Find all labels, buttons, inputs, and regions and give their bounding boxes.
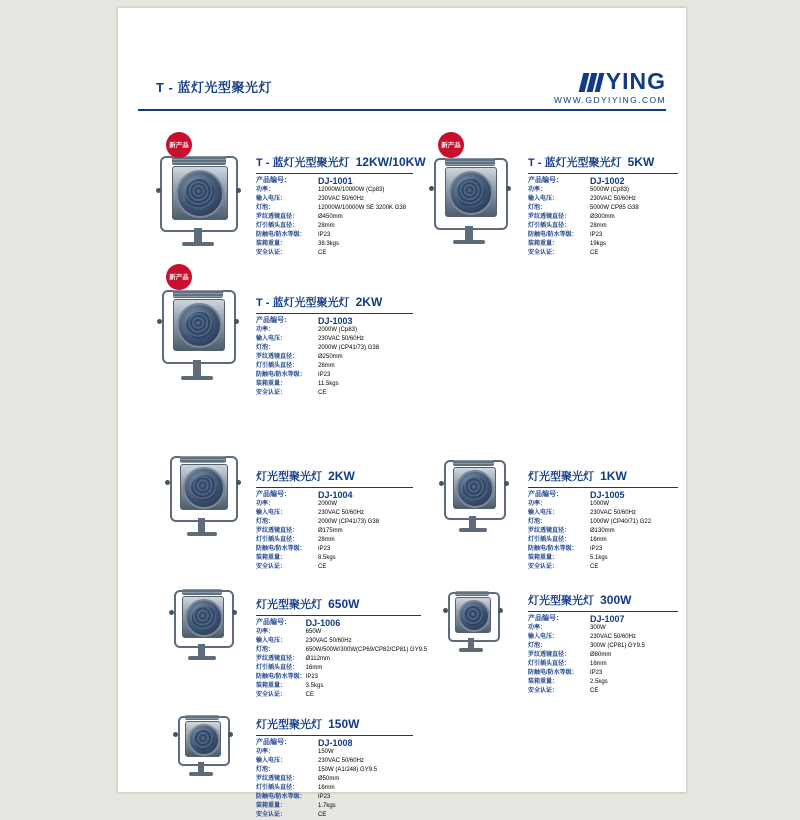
spec-table: 产品编号： DJ-1004 功率： 2000W 输入电压： 230VAC 50/60Hz 灯泡： 2000W (CP41/73) G38 罗纹透镜直径： Ø175mm 灯引插头直径： 28mm 防触电/防水等级： IP23 装箱重量： 8.5kgs 安全认证： CE (256, 490, 380, 570)
new-badge: 新产品 (438, 132, 464, 158)
product-title: T - 蓝灯光型聚光灯 5KW (528, 155, 655, 169)
product-image (424, 152, 519, 247)
header-divider (138, 109, 666, 111)
brand-logo (554, 69, 666, 105)
catalog-page (118, 8, 686, 818)
product-image (432, 452, 522, 547)
page-title: T - 蓝灯光型聚光灯 (156, 80, 272, 95)
logo-mark-icon (581, 73, 603, 92)
new-badge: 新产品 (166, 264, 192, 290)
logo-text: YING (605, 68, 666, 94)
logo-url: WWW.GDYIYING.COM (553, 95, 666, 105)
spec-table: 产品编号： DJ-1001 功率： 12000W/10000W (Cp83) 输入电压： 230VAC 50/60Hz 灯泡： 12000W/10000W SE 3200K G38 罗纹透镜直径： Ø450mm 灯引插头直径： 28mm 防触电/防水等级： IP23 装箱重量： 38.3kgs 安全认证： CE (256, 176, 407, 256)
product-image (166, 708, 251, 796)
product-title: T - 蓝灯光型聚光灯 2KW (256, 295, 383, 309)
spec-table: 产品编号： DJ-1003 功率： 2000W (Cp83) 输入电压： 230VAC 50/60Hz 灯泡： 2000W (CP41/73) G38 罗纹透镜直径： Ø250mm 灯引插头直径： 28mm 防触电/防水等级： IP23 装箱重量： 11.5kgs 安全认证： CE (256, 316, 380, 396)
product-title: 灯光型聚光灯 650W (256, 597, 360, 611)
new-badge: 新产品 (166, 132, 192, 158)
product-image (152, 152, 247, 247)
product-image (152, 284, 247, 384)
spec-table: 产品编号： DJ-1007 功率： 300W 输入电压： 230VAC 50/60Hz 灯泡： 300W (CP81) GY9.5 罗纹透镜直径： Ø80mm 灯引插头直径： 16mm 防触电/防水等级： IP23 装箱重量： 2.5kgs 安全认证： CE (528, 614, 646, 694)
product-title: T - 蓝灯光型聚光灯 12KW/10KW (256, 155, 426, 169)
product-title: 灯光型聚光灯 150W (256, 717, 360, 731)
product-title: 灯光型聚光灯 300W (528, 593, 632, 607)
product-title: 灯光型聚光灯 1KW (528, 469, 627, 483)
page-header (138, 63, 666, 111)
product-image (436, 584, 521, 672)
spec-table: 产品编号： DJ-1008 功率： 150W 输入电压： 230VAC 50/60Hz 灯泡： 150W (A1/248) GY9.5 罗纹透镜直径： Ø50mm 灯引插头直径： 16mm 防触电/防水等级： IP23 装箱重量： 1.7kgs 安全认证： CE (256, 738, 378, 818)
product-image (162, 582, 252, 674)
spec-table: 产品编号： DJ-1006 功率： 650W 输入电压： 230VAC 50/60Hz 灯泡： 650W/500W/300W(CP69/CP82/CP81) GY9.5 罗纹透镜直径： Ø112mm 灯引插头直径： 16mm 防触电/防水等级： IP23 装箱重量： 3.5kgs 安全认证： CE (256, 618, 428, 698)
logo-text-row (554, 69, 666, 93)
spec-table: 产品编号： DJ-1002 功率： 5000W (Cp83) 输入电压： 230VAC 50/60Hz 灯泡： 5000W CP85 G38 罗纹透镜直径： Ø300mm 灯引插头直径： 28mm 防触电/防水等级： IP23 装箱重量： 19kgs 安全认证： CE (528, 176, 639, 256)
product-image (158, 448, 253, 548)
spec-table: 产品编号： DJ-1005 功率： 1000W 输入电压： 230VAC 50/60Hz 灯泡： 1000W (CP40/71) G22 罗纹透镜直径： Ø130mm 灯引插头直径： 16mm 防触电/防水等级： IP23 装箱重量： 5.1kgs 安全认证： CE (528, 490, 652, 570)
product-title: 灯光型聚光灯 2KW (256, 469, 355, 483)
